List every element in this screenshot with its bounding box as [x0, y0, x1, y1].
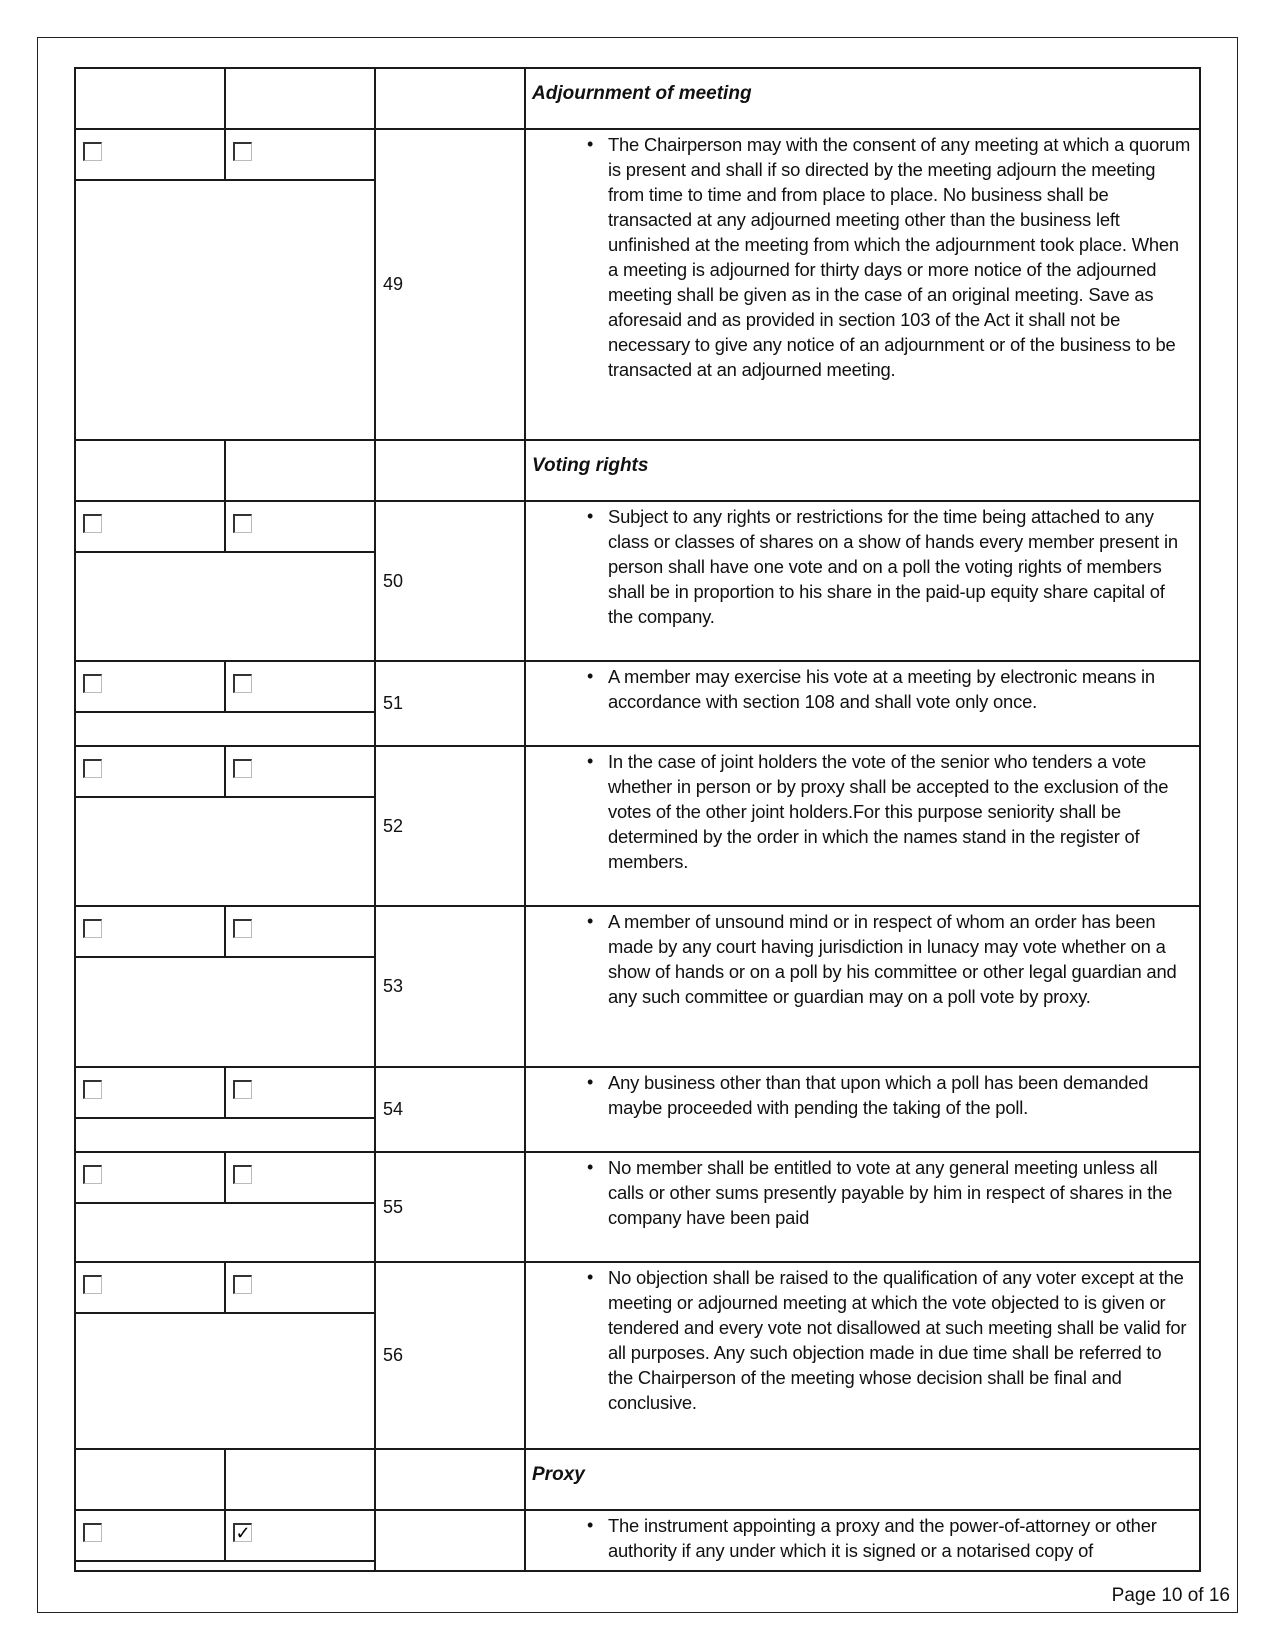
- option-1-cell: [75, 661, 225, 712]
- empty-cell: [375, 1449, 525, 1510]
- clause-list: [526, 1265, 1191, 1415]
- clause-list: [526, 1070, 1191, 1120]
- clause-row: [75, 1152, 1200, 1203]
- option-1-cell: [75, 906, 225, 957]
- clause-text-cell: [525, 129, 1200, 440]
- checkbox-unchecked[interactable]: [83, 759, 102, 778]
- clause-list: [526, 132, 1191, 382]
- notes-cell: [75, 957, 375, 1067]
- option-2-cell: [225, 1262, 375, 1313]
- section-heading-row: [75, 68, 1200, 129]
- option-2-cell: [225, 746, 375, 797]
- option-1-cell: [75, 1510, 225, 1561]
- checkbox-unchecked[interactable]: [233, 674, 252, 693]
- option-2-cell: [225, 661, 375, 712]
- option-1-cell: [75, 746, 225, 797]
- clause-text-cell: [525, 501, 1200, 661]
- checkbox-unchecked[interactable]: [83, 919, 102, 938]
- articles-table: [74, 67, 1201, 1572]
- notes-cell: [75, 1118, 375, 1152]
- option-1-cell: [75, 1067, 225, 1118]
- clause-row: [75, 906, 1200, 957]
- clause-text: • A member may exercise his vote at a meeting by electronic means in accordance with section 108 and shall vote only once.: [608, 664, 1191, 714]
- clause-text: • Subject to any rights or restrictions for the time being attached to any class or classes of shares on a show of hands every member present in person shall have one vote and on a poll the voting rights of members shall be in proportion to his share in the paid-up equity share capital of the company.: [608, 504, 1191, 629]
- clause-text: • The instrument appointing a proxy and the power-of-attorney or other authority if any under which it is signed or a notarised copy of: [608, 1513, 1191, 1563]
- checkbox-unchecked[interactable]: [233, 514, 252, 533]
- clause-text: • Any business other than that upon which a poll has been demanded maybe proceeded with pending the taking of the poll.: [608, 1070, 1191, 1120]
- checkbox-checked[interactable]: [233, 1523, 252, 1542]
- clause-row: [75, 1067, 1200, 1118]
- empty-cell: [375, 68, 525, 129]
- option-1-cell: [75, 1262, 225, 1313]
- notes-cell: [75, 552, 375, 661]
- clause-number: 54: [375, 1067, 525, 1152]
- clause-text: • No objection shall be raised to the qualification of any voter except at the meeting or adjourned meeting at which the vote objected to is given or tendered and every vote not disallowed at such meeting shall be valid for all purposes. Any such objection made in due time shall be referred to the Chairperson of the meeting whose decision shall be final and conclusive.: [608, 1265, 1191, 1415]
- notes-cell: [75, 797, 375, 906]
- checkbox-unchecked[interactable]: [83, 1275, 102, 1294]
- section-heading: Voting rights: [525, 440, 1200, 501]
- clause-number: [375, 1510, 525, 1571]
- notes-cell: [75, 712, 375, 746]
- clause-number: 55: [375, 1152, 525, 1262]
- clause-list: [526, 909, 1191, 1009]
- checkbox-unchecked[interactable]: [233, 1165, 252, 1184]
- clause-number: 50: [375, 501, 525, 661]
- clause-number: 56: [375, 1262, 525, 1449]
- notes-cell: [75, 1203, 375, 1262]
- articles-table-body: [75, 68, 1200, 1571]
- checkbox-unchecked[interactable]: [83, 514, 102, 533]
- option-2-cell: [225, 1510, 375, 1561]
- clause-text: • A member of unsound mind or in respect of whom an order has been made by any court having jurisdiction in lunacy may vote whether on a show of hands or on a poll by his committee or other legal guardian and any such committee or guardian may on a poll vote by proxy.: [608, 909, 1191, 1009]
- checkbox-unchecked[interactable]: [233, 919, 252, 938]
- clause-row: [75, 129, 1200, 180]
- notes-cell: [75, 1313, 375, 1449]
- option-1-cell: [75, 129, 225, 180]
- checkbox-unchecked[interactable]: [83, 142, 102, 161]
- notes-cell: [75, 1561, 375, 1571]
- clause-list: [526, 1155, 1191, 1230]
- empty-cell: [75, 1449, 225, 1510]
- empty-cell: [225, 1449, 375, 1510]
- option-2-cell: [225, 129, 375, 180]
- empty-cell: [375, 440, 525, 501]
- empty-cell: [75, 440, 225, 501]
- section-heading-row: [75, 440, 1200, 501]
- clause-text-cell: [525, 1262, 1200, 1449]
- option-2-cell: [225, 501, 375, 552]
- checkbox-unchecked[interactable]: [233, 1080, 252, 1099]
- option-2-cell: [225, 1067, 375, 1118]
- clause-text-cell: [525, 1510, 1200, 1571]
- clause-text: • The Chairperson may with the consent of any meeting at which a quorum is present and shall if so directed by the meeting adjourn the meeting from time to time and from place to place. No business shall be transacted at any adjourned meeting other than the business left unfinished at the meeting from which the adjournment took place. When a meeting is adjourned for thirty days or more notice of the adjourned meeting shall be given as in the case of an original meeting. Save as aforesaid and as provided in section 103 of the Act it shall not be necessary to give any notice of an adjournment or of the business to be transacted at an adjourned meeting.: [608, 132, 1191, 382]
- empty-cell: [225, 68, 375, 129]
- checkbox-unchecked[interactable]: [233, 759, 252, 778]
- page-number: Page 10 of 16: [1111, 1585, 1230, 1606]
- section-heading-row: [75, 1449, 1200, 1510]
- clause-text: • In the case of joint holders the vote of the senior who tenders a vote whether in person or by proxy shall be accepted to the exclusion of the votes of the other joint holders.For this purpose seniority shall be determined by the order in which the names stand in the register of members.: [608, 749, 1191, 874]
- clause-text-cell: [525, 1152, 1200, 1262]
- checkbox-unchecked[interactable]: [83, 1523, 102, 1542]
- checkbox-unchecked[interactable]: [83, 1080, 102, 1099]
- checkbox-unchecked[interactable]: [83, 674, 102, 693]
- checkbox-unchecked[interactable]: [233, 1275, 252, 1294]
- clause-text: • No member shall be entitled to vote at any general meeting unless all calls or other sums presently payable by him in respect of shares in the company have been paid: [608, 1155, 1191, 1230]
- clause-number: 53: [375, 906, 525, 1067]
- clause-list: [526, 749, 1191, 874]
- clause-text-cell: [525, 906, 1200, 1067]
- clause-list: [526, 664, 1191, 714]
- clause-row: [75, 501, 1200, 552]
- clause-number: 49: [375, 129, 525, 440]
- clause-text-cell: [525, 661, 1200, 746]
- clause-row: [75, 746, 1200, 797]
- clause-number: 52: [375, 746, 525, 906]
- section-heading: Proxy: [525, 1449, 1200, 1510]
- clause-row: [75, 1510, 1200, 1561]
- option-2-cell: [225, 1152, 375, 1203]
- clause-row: [75, 661, 1200, 712]
- checkbox-unchecked[interactable]: [83, 1165, 102, 1184]
- clause-text-cell: [525, 746, 1200, 906]
- clause-text-cell: [525, 1067, 1200, 1152]
- option-1-cell: [75, 1152, 225, 1203]
- option-2-cell: [225, 906, 375, 957]
- checkbox-unchecked[interactable]: [233, 142, 252, 161]
- clause-number: 51: [375, 661, 525, 746]
- option-1-cell: [75, 501, 225, 552]
- empty-cell: [75, 68, 225, 129]
- checkmark-icon: ✓: [235, 1523, 251, 1543]
- clause-row: [75, 1262, 1200, 1313]
- notes-cell: [75, 180, 375, 440]
- empty-cell: [225, 440, 375, 501]
- section-heading: Adjournment of meeting: [525, 68, 1200, 129]
- clause-list: [526, 504, 1191, 629]
- clause-list: [526, 1513, 1191, 1563]
